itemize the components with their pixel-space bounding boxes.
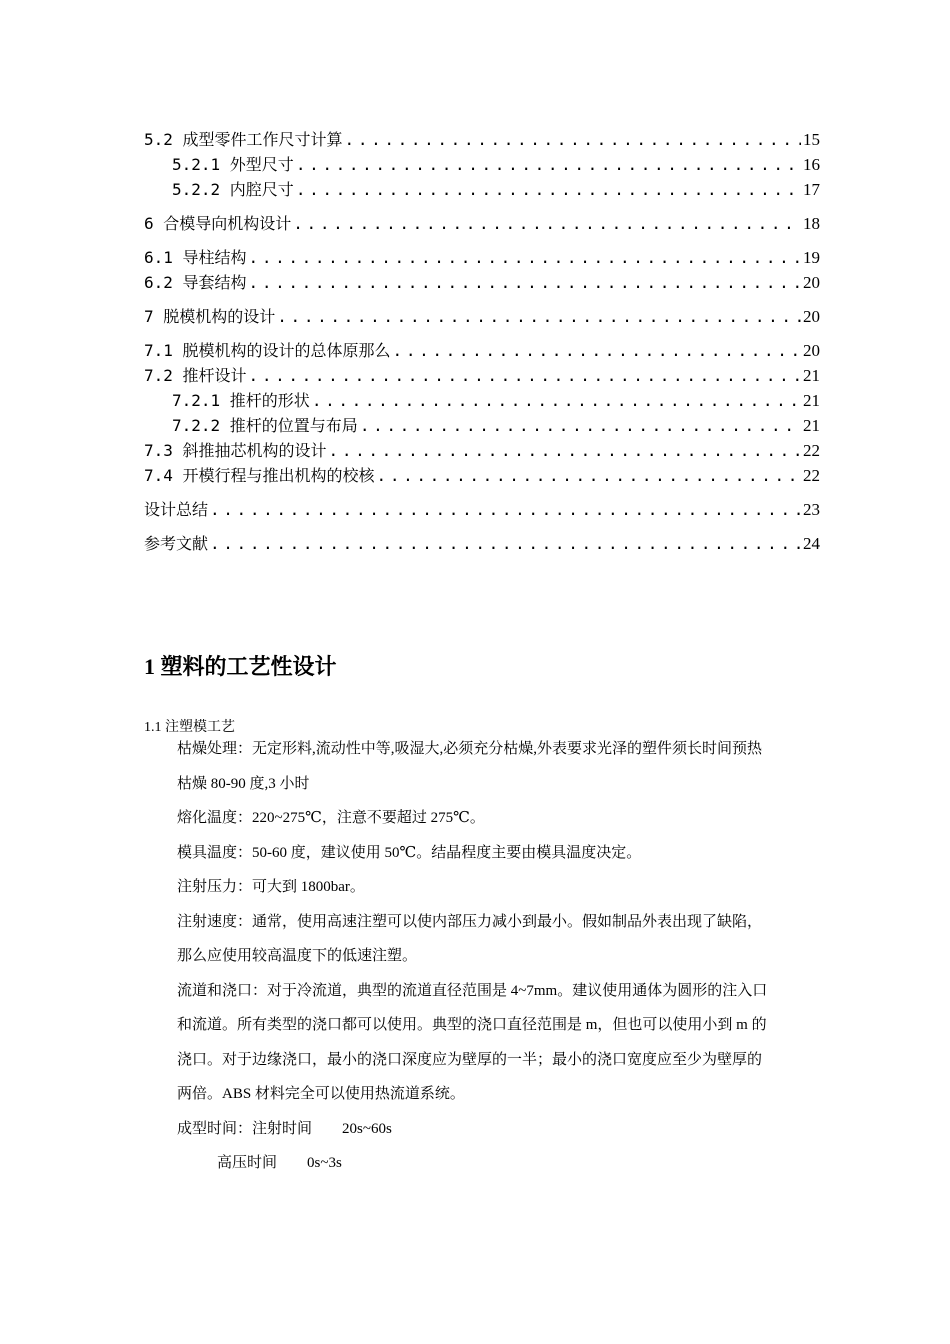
toc-leader-dots [393, 341, 801, 360]
table-of-contents [144, 127, 820, 556]
molding-time-value: 20s~60s [342, 1120, 392, 1137]
toc-entry-page: 20 [803, 307, 820, 326]
toc-entry[interactable] [144, 211, 820, 236]
toc-leader-dots [277, 307, 801, 326]
chapter-body [144, 716, 824, 1187]
toc-leader-dots [296, 180, 801, 199]
paragraph-line: 注射速度：通常，使用高速注塑可以使内部压力减小到最小。假如制品外表出现了缺陷， [177, 913, 763, 930]
toc-entry[interactable] [144, 338, 820, 363]
toc-entry-title: 6.1 导柱结构 [144, 248, 247, 267]
molding-time-value: 0s~3s [307, 1155, 342, 1171]
toc-entry-title: 5.2.2 内腔尺寸 [172, 180, 294, 199]
toc-entry-page: 19 [803, 248, 820, 267]
toc-leader-dots [210, 500, 801, 519]
paragraph-line: 那么应使用较高温度下的低速注塑。 [177, 948, 418, 964]
toc-entry-title: 7.2.2 推杆的位置与布局 [172, 416, 358, 435]
toc-leader-dots [345, 130, 801, 149]
toc-entry-page: 22 [803, 466, 820, 485]
paragraph-line: 枯燥 80-90 度,3 小时 [177, 775, 310, 792]
toc-entry-page: 18 [803, 214, 820, 233]
toc-entry[interactable] [144, 497, 820, 522]
toc-leader-dots [360, 416, 801, 435]
toc-entry-page: 20 [803, 341, 820, 360]
toc-entry-title: 6 合模导向机构设计 [144, 214, 292, 233]
toc-entry-page: 15 [803, 130, 820, 149]
toc-entry-title: 5.2.1 外型尺寸 [172, 155, 294, 174]
toc-entry[interactable] [144, 270, 820, 295]
toc-entry-title: 参考文献 [144, 534, 209, 553]
toc-entry[interactable] [144, 413, 820, 438]
toc-entry-page: 21 [803, 366, 820, 385]
toc-entry-title: 7.4 开模行程与推出机构的校核 [144, 466, 375, 485]
toc-entry[interactable] [144, 463, 820, 488]
molding-time-name: 注射时间 [252, 1120, 313, 1137]
molding-time-name: 高压时间 [217, 1155, 278, 1171]
paragraph-line: 两倍。ABS 材料完全可以使用热流道系统。 [177, 1086, 465, 1102]
toc-entry[interactable] [144, 304, 820, 329]
toc-entry-title: 7.3 斜推抽芯机构的设计 [144, 441, 327, 460]
chapter-title: 1 塑料的工艺性设计 [144, 654, 337, 679]
paragraph-line: 流道和浇口：对于冷流道，典型的流道直径范围是 4~7mm。建议使用通体为圆形的注入口 [177, 982, 768, 999]
toc-entry[interactable] [144, 438, 820, 463]
molding-time-row [144, 1152, 824, 1187]
toc-entry-page: 17 [803, 180, 820, 199]
toc-entry-page: 23 [803, 500, 820, 519]
toc-entry-title: 7.1 脱模机构的设计的总体原那么 [144, 341, 391, 360]
paragraph-line: 注射压力：可大到 1800bar。 [177, 879, 365, 895]
toc-leader-dots [210, 534, 801, 553]
toc-entry[interactable] [144, 177, 820, 202]
toc-entry[interactable] [144, 245, 820, 270]
toc-entry[interactable] [144, 388, 820, 413]
toc-leader-dots [377, 466, 801, 485]
toc-entry-page: 20 [803, 273, 820, 292]
toc-entry[interactable] [144, 127, 820, 152]
toc-leader-dots [293, 214, 801, 233]
toc-leader-dots [312, 391, 801, 410]
toc-entry[interactable] [144, 152, 820, 177]
toc-entry[interactable] [144, 531, 820, 556]
paragraph-line: 浇口。对于边缘浇口，最小的浇口深度应为壁厚的一半；最小的浇口宽度应至少为壁厚的 [177, 1051, 763, 1068]
toc-entry-title: 6.2 导套结构 [144, 273, 247, 292]
toc-leader-dots [296, 155, 801, 174]
toc-leader-dots [249, 248, 801, 267]
paragraph-line: 熔化温度：220~275℃，注意不要超过 275℃。 [177, 810, 485, 826]
toc-entry-title: 7.2 推杆设计 [144, 366, 247, 385]
toc-entry-title: 5.2 成型零件工作尺寸计算 [144, 130, 343, 149]
paragraph-line: 枯燥处理：无定形料,流动性中等,吸湿大,必须充分枯燥,外表要求光泽的塑件须长时间预热 [177, 741, 763, 757]
paragraph-line: 和流道。所有类型的浇口都可以使用。典型的浇口直径范围是 m，但也可以使用小到 m 的 [177, 1017, 767, 1033]
toc-entry-page: 21 [803, 391, 820, 410]
toc-leader-dots [249, 273, 801, 292]
toc-entry[interactable] [144, 363, 820, 388]
toc-entry-page: 22 [803, 441, 820, 460]
paragraph-line: 模具温度：50-60 度，建议使用 50℃。结晶程度主要由模具温度决定。 [177, 844, 642, 861]
toc-leader-dots [329, 441, 801, 460]
section-title: 1.1 注塑模工艺 [144, 720, 235, 735]
toc-entry-page: 24 [803, 534, 820, 553]
toc-entry-page: 21 [803, 416, 820, 435]
molding-time-row [144, 1118, 824, 1153]
toc-leader-dots [249, 366, 801, 385]
toc-entry-title: 7.2.1 推杆的形状 [172, 391, 310, 410]
toc-entry-title: 设计总结 [144, 500, 209, 519]
toc-entry-page: 16 [803, 155, 820, 174]
molding-time-label: 成型时间： [177, 1120, 253, 1137]
toc-entry-title: 7 脱模机构的设计 [144, 307, 276, 326]
